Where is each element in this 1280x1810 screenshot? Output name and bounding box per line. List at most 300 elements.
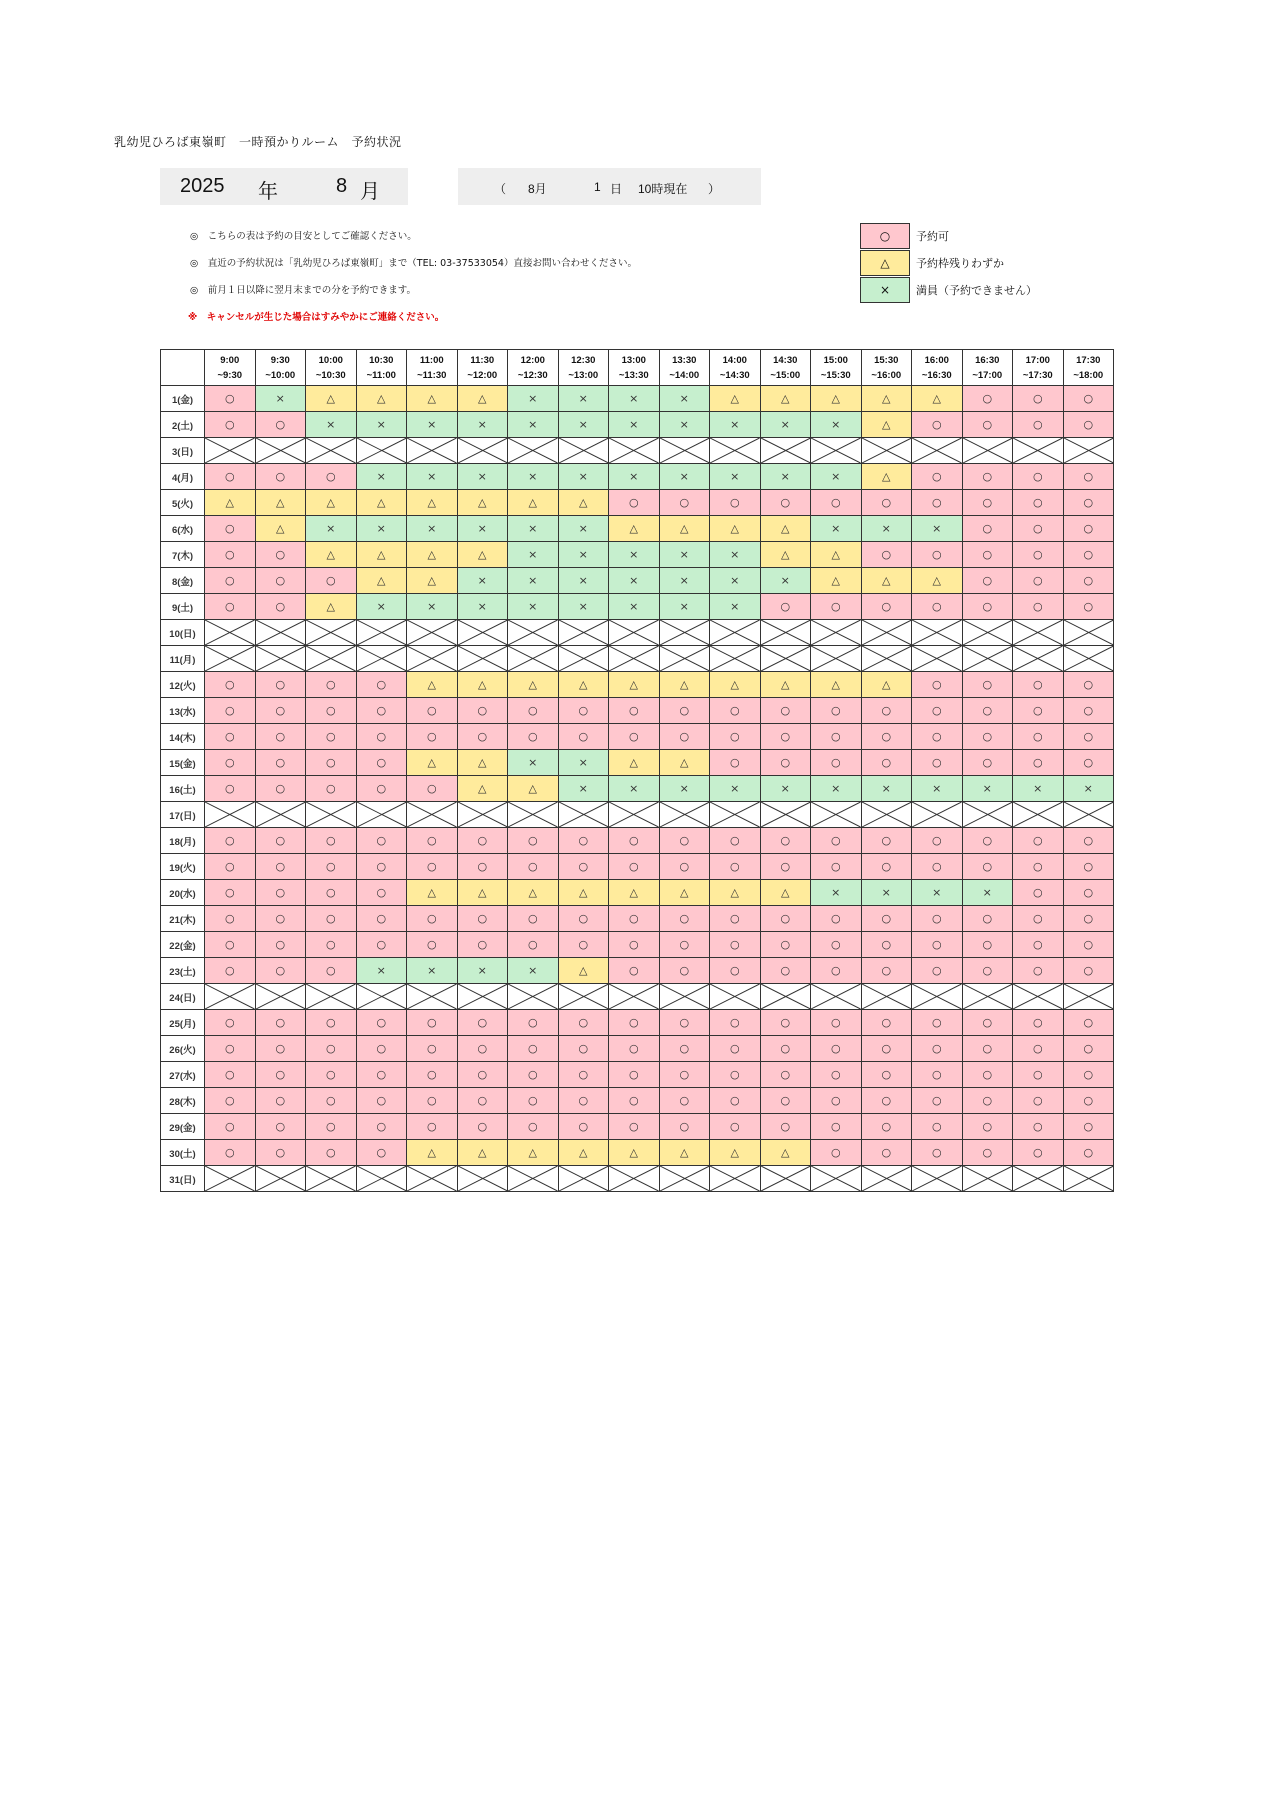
- slot-available: ○: [457, 1062, 508, 1088]
- slot-available: ○: [962, 672, 1013, 698]
- closed-slot: [1063, 984, 1114, 1010]
- time-slot-start: 14:30: [773, 354, 798, 366]
- slot-few-left: △: [407, 542, 458, 568]
- slot-available: ○: [912, 1010, 963, 1036]
- time-slot-start: 10:00: [318, 354, 343, 366]
- table-row: [161, 880, 1114, 906]
- slot-full: ×: [558, 594, 609, 620]
- slot-available: ○: [760, 932, 811, 958]
- closed-slot: [205, 438, 256, 464]
- slot-available: ○: [962, 958, 1013, 984]
- slot-full: ×: [306, 516, 357, 542]
- slot-few-left: △: [407, 1140, 458, 1166]
- slot-few-left: △: [306, 490, 357, 516]
- slot-available: ○: [255, 594, 306, 620]
- closed-slot: [205, 802, 256, 828]
- slot-few-left: △: [508, 490, 559, 516]
- slot-available: ○: [861, 542, 912, 568]
- slot-available: ○: [508, 1088, 559, 1114]
- slot-available: ○: [659, 906, 710, 932]
- slot-available: ○: [205, 568, 256, 594]
- slot-available: ○: [811, 854, 862, 880]
- slot-available: ○: [306, 1036, 357, 1062]
- slot-available: ○: [306, 880, 357, 906]
- slot-available: ○: [255, 698, 306, 724]
- slot-few-left: △: [356, 490, 407, 516]
- slot-full: ×: [356, 958, 407, 984]
- slot-available: ○: [255, 568, 306, 594]
- slot-full: ×: [710, 464, 761, 490]
- closed-slot: [912, 984, 963, 1010]
- closed-slot: [1013, 620, 1064, 646]
- slot-available: ○: [861, 958, 912, 984]
- slot-available: ○: [659, 932, 710, 958]
- closed-slot: [710, 984, 761, 1010]
- time-slot-start: 15:30: [874, 354, 899, 366]
- slot-available: ○: [407, 1114, 458, 1140]
- day-label: 21(木): [161, 906, 205, 932]
- closed-slot: [659, 620, 710, 646]
- slot-available: ○: [356, 880, 407, 906]
- slot-available: ○: [811, 1010, 862, 1036]
- slot-available: ○: [407, 698, 458, 724]
- time-slot-start: 11:00: [419, 354, 444, 366]
- slot-full: ×: [457, 412, 508, 438]
- closed-slot: [356, 984, 407, 1010]
- slot-available: ○: [861, 932, 912, 958]
- slot-available: ○: [710, 724, 761, 750]
- slot-available: ○: [760, 1088, 811, 1114]
- slot-available: ○: [861, 1062, 912, 1088]
- slot-few-left: △: [609, 750, 660, 776]
- slot-available: ○: [508, 1036, 559, 1062]
- time-slot-start: 12:00: [520, 354, 545, 366]
- slot-available: ○: [306, 698, 357, 724]
- slot-available: ○: [1013, 880, 1064, 906]
- slot-available: ○: [205, 958, 256, 984]
- slot-available: ○: [1063, 672, 1114, 698]
- slot-available: ○: [1013, 1140, 1064, 1166]
- day-label: 5(火): [161, 490, 205, 516]
- slot-available: ○: [609, 906, 660, 932]
- time-slot-start: 10:30: [369, 354, 394, 366]
- day-label: 1(金): [161, 386, 205, 412]
- slot-available: ○: [356, 672, 407, 698]
- slot-available: ○: [356, 854, 407, 880]
- closed-slot: [508, 1166, 559, 1192]
- slot-available: ○: [356, 1114, 407, 1140]
- time-slot-end: ~17:30: [1022, 369, 1053, 381]
- slot-few-left: △: [558, 880, 609, 906]
- table-row: [161, 438, 1114, 464]
- slot-full: ×: [710, 776, 761, 802]
- slot-full: ×: [457, 568, 508, 594]
- slot-available: ○: [205, 828, 256, 854]
- slot-available: ○: [1063, 464, 1114, 490]
- slot-available: ○: [760, 958, 811, 984]
- table-corner: [161, 350, 205, 386]
- table-row: [161, 646, 1114, 672]
- slot-available: ○: [609, 958, 660, 984]
- slot-full: ×: [356, 464, 407, 490]
- slot-available: ○: [659, 1010, 710, 1036]
- slot-full: ×: [508, 568, 559, 594]
- slot-full: ×: [912, 776, 963, 802]
- slot-available: ○: [255, 750, 306, 776]
- slot-full: ×: [811, 516, 862, 542]
- time-slot-header: [1013, 350, 1064, 386]
- closed-slot: [609, 1166, 660, 1192]
- slot-available: ○: [811, 932, 862, 958]
- closed-slot: [558, 984, 609, 1010]
- closed-slot: [457, 620, 508, 646]
- slot-available: ○: [710, 698, 761, 724]
- slot-available: ○: [962, 594, 1013, 620]
- slot-available: ○: [255, 1088, 306, 1114]
- time-slot-end: ~17:00: [972, 369, 1003, 381]
- slot-available: ○: [811, 906, 862, 932]
- slot-available: ○: [1013, 906, 1064, 932]
- slot-available: ○: [205, 672, 256, 698]
- time-slot-header: [508, 350, 559, 386]
- slot-available: ○: [508, 1114, 559, 1140]
- slot-available: ○: [205, 1036, 256, 1062]
- table-row: [161, 620, 1114, 646]
- slot-available: ○: [962, 698, 1013, 724]
- day-label: 23(土): [161, 958, 205, 984]
- slot-available: ○: [609, 1036, 660, 1062]
- closed-slot: [811, 646, 862, 672]
- time-slot-header: [962, 350, 1013, 386]
- slot-available: ○: [912, 1036, 963, 1062]
- closed-slot: [760, 438, 811, 464]
- slot-few-left: △: [407, 750, 458, 776]
- time-slot-start: 14:00: [722, 354, 747, 366]
- slot-available: ○: [962, 1088, 1013, 1114]
- slot-available: ○: [205, 594, 256, 620]
- slot-available: ○: [205, 776, 256, 802]
- slot-available: ○: [912, 672, 963, 698]
- status-close-paren: ）: [708, 182, 721, 196]
- slot-available: ○: [558, 906, 609, 932]
- slot-available: ○: [508, 906, 559, 932]
- closed-slot: [760, 1166, 811, 1192]
- slot-available: ○: [558, 932, 609, 958]
- closed-slot: [407, 620, 458, 646]
- closed-slot: [760, 984, 811, 1010]
- slot-full: ×: [407, 516, 458, 542]
- slot-available: ○: [861, 698, 912, 724]
- month-value: 8: [336, 175, 348, 197]
- slot-few-left: △: [659, 750, 710, 776]
- slot-few-left: △: [407, 568, 458, 594]
- day-label: 31(日): [161, 1166, 205, 1192]
- slot-full: ×: [508, 594, 559, 620]
- slot-few-left: △: [861, 464, 912, 490]
- slot-available: ○: [1013, 490, 1064, 516]
- closed-slot: [760, 802, 811, 828]
- closed-slot: [861, 984, 912, 1010]
- closed-slot: [811, 620, 862, 646]
- slot-available: ○: [1063, 932, 1114, 958]
- slot-available: ○: [962, 906, 1013, 932]
- time-slot-end: ~12:00: [467, 369, 498, 381]
- slot-available: ○: [710, 1088, 761, 1114]
- note-item: ◎ 直近の予約状況は「乳幼児ひろば東嶺町」まで（TEL: 03-37533054）直接お問い合わせください。: [190, 258, 637, 269]
- closed-slot: [356, 438, 407, 464]
- table-row: [161, 1166, 1114, 1192]
- day-label: 18(月): [161, 828, 205, 854]
- time-slot-header: [609, 350, 660, 386]
- slot-available: ○: [356, 776, 407, 802]
- slot-full: ×: [558, 750, 609, 776]
- slot-few-left: △: [457, 750, 508, 776]
- day-label: 29(金): [161, 1114, 205, 1140]
- slot-full: ×: [508, 750, 559, 776]
- slot-available: ○: [255, 958, 306, 984]
- slot-available: ○: [1063, 750, 1114, 776]
- slot-available: ○: [1013, 412, 1064, 438]
- slot-full: ×: [962, 776, 1013, 802]
- slot-few-left: △: [609, 672, 660, 698]
- closed-slot: [205, 646, 256, 672]
- slot-available: ○: [609, 1088, 660, 1114]
- table-row: [161, 776, 1114, 802]
- slot-available: ○: [1013, 386, 1064, 412]
- slot-available: ○: [861, 594, 912, 620]
- slot-full: ×: [508, 542, 559, 568]
- time-slot-start: 11:30: [470, 354, 495, 366]
- slot-available: ○: [1063, 854, 1114, 880]
- slot-available: ○: [861, 906, 912, 932]
- slot-available: ○: [306, 958, 357, 984]
- slot-available: ○: [1013, 542, 1064, 568]
- closed-slot: [306, 438, 357, 464]
- slot-available: ○: [609, 724, 660, 750]
- slot-full: ×: [558, 542, 609, 568]
- status-day: 1: [594, 180, 601, 194]
- legend-label: 予約枠残りわずか: [916, 256, 1004, 270]
- month-label: 月: [360, 181, 380, 203]
- slot-available: ○: [811, 828, 862, 854]
- closed-slot: [457, 1166, 508, 1192]
- table-row: [161, 412, 1114, 438]
- slot-available: ○: [356, 1036, 407, 1062]
- slot-available: ○: [912, 828, 963, 854]
- slot-available: ○: [457, 932, 508, 958]
- slot-full: ×: [609, 412, 660, 438]
- slot-available: ○: [710, 958, 761, 984]
- time-slot-end: ~18:00: [1073, 369, 1104, 381]
- time-slot-end: ~14:30: [719, 369, 750, 381]
- slot-few-left: △: [407, 672, 458, 698]
- slot-full: ×: [861, 776, 912, 802]
- legend: [860, 222, 1037, 303]
- slot-full: ×: [811, 880, 862, 906]
- closed-slot: [912, 620, 963, 646]
- closed-slot: [609, 438, 660, 464]
- slot-few-left: △: [659, 672, 710, 698]
- slot-available: ○: [558, 698, 609, 724]
- slot-available: ○: [255, 932, 306, 958]
- slot-few-left: △: [811, 672, 862, 698]
- slot-available: ○: [912, 906, 963, 932]
- table-row: [161, 1062, 1114, 1088]
- slot-available: ○: [659, 490, 710, 516]
- closed-slot: [558, 802, 609, 828]
- slot-few-left: △: [508, 776, 559, 802]
- closed-slot: [861, 438, 912, 464]
- closed-slot: [306, 802, 357, 828]
- slot-available: ○: [912, 750, 963, 776]
- slot-available: ○: [508, 724, 559, 750]
- slot-available: ○: [1013, 672, 1064, 698]
- slot-available: ○: [1013, 958, 1064, 984]
- time-slot-header: [760, 350, 811, 386]
- slot-available: ○: [205, 1010, 256, 1036]
- time-slot-end: ~10:30: [315, 369, 346, 381]
- slot-full: ×: [760, 464, 811, 490]
- table-row: [161, 1114, 1114, 1140]
- slot-few-left: △: [306, 386, 357, 412]
- slot-full: ×: [811, 412, 862, 438]
- slot-full: ×: [508, 412, 559, 438]
- slot-available: ○: [306, 1062, 357, 1088]
- time-slot-start: 9:30: [270, 354, 290, 366]
- closed-slot: [710, 438, 761, 464]
- table-row: [161, 958, 1114, 984]
- slot-few-left: △: [558, 672, 609, 698]
- slot-full: ×: [508, 958, 559, 984]
- slot-available: ○: [1013, 568, 1064, 594]
- slot-full: ×: [457, 516, 508, 542]
- legend-label: 満員（予約できません）: [916, 283, 1037, 297]
- slot-available: ○: [508, 1062, 559, 1088]
- day-label: 14(木): [161, 724, 205, 750]
- slot-few-left: △: [457, 672, 508, 698]
- status-month: 8月: [528, 182, 547, 196]
- slot-available: ○: [457, 724, 508, 750]
- slot-available: ○: [205, 1140, 256, 1166]
- table-row: [161, 932, 1114, 958]
- slot-available: ○: [861, 724, 912, 750]
- slot-available: ○: [407, 1010, 458, 1036]
- slot-available: ○: [407, 906, 458, 932]
- slot-few-left: △: [356, 568, 407, 594]
- slot-available: ○: [861, 1036, 912, 1062]
- table-row: [161, 854, 1114, 880]
- slot-available: ○: [912, 542, 963, 568]
- time-slot-start: 16:00: [924, 354, 949, 366]
- closed-slot: [407, 438, 458, 464]
- slot-available: ○: [811, 698, 862, 724]
- slot-few-left: △: [457, 386, 508, 412]
- slot-available: ○: [558, 1062, 609, 1088]
- slot-available: ○: [356, 1010, 407, 1036]
- closed-slot: [659, 984, 710, 1010]
- closed-slot: [760, 646, 811, 672]
- slot-few-left: △: [912, 568, 963, 594]
- slot-available: ○: [811, 1140, 862, 1166]
- slot-full: ×: [306, 412, 357, 438]
- slot-full: ×: [659, 568, 710, 594]
- slot-available: ○: [1013, 1010, 1064, 1036]
- time-slot-header: [811, 350, 862, 386]
- slot-full: ×: [861, 516, 912, 542]
- day-label: 30(土): [161, 1140, 205, 1166]
- closed-slot: [1013, 984, 1064, 1010]
- slot-available: ○: [1013, 1114, 1064, 1140]
- table-row: [161, 516, 1114, 542]
- time-slot-start: 17:30: [1076, 354, 1101, 366]
- slot-available: ○: [306, 1140, 357, 1166]
- slot-few-left: △: [508, 880, 559, 906]
- slot-available: ○: [457, 906, 508, 932]
- slot-available: ○: [1013, 1088, 1064, 1114]
- slot-full: ×: [457, 594, 508, 620]
- slot-available: ○: [760, 1010, 811, 1036]
- slot-few-left: △: [508, 1140, 559, 1166]
- slot-available: ○: [659, 698, 710, 724]
- slot-available: ○: [1063, 412, 1114, 438]
- slot-available: ○: [609, 698, 660, 724]
- slot-few-left: △: [760, 880, 811, 906]
- slot-available: ○: [1063, 542, 1114, 568]
- slot-available: ○: [861, 854, 912, 880]
- closed-slot: [912, 438, 963, 464]
- slot-available: ○: [760, 750, 811, 776]
- slot-available: ○: [609, 932, 660, 958]
- year-month-box: [160, 168, 408, 205]
- slot-few-left: △: [861, 568, 912, 594]
- time-slot-end: ~13:00: [568, 369, 599, 381]
- closed-slot: [609, 620, 660, 646]
- slot-available: ○: [356, 1062, 407, 1088]
- slot-available: ○: [1013, 750, 1064, 776]
- slot-available: ○: [255, 724, 306, 750]
- day-label: 7(木): [161, 542, 205, 568]
- slot-available: ○: [457, 1010, 508, 1036]
- slot-available: ○: [710, 490, 761, 516]
- day-label: 24(日): [161, 984, 205, 1010]
- slot-available: ○: [1013, 1036, 1064, 1062]
- slot-available: ○: [457, 1088, 508, 1114]
- closed-slot: [457, 438, 508, 464]
- slot-full: ×: [558, 568, 609, 594]
- slot-available: ○: [255, 776, 306, 802]
- slot-available: ○: [558, 1114, 609, 1140]
- slot-few-left: △: [558, 1140, 609, 1166]
- slot-few-left: △: [457, 880, 508, 906]
- slot-available: ○: [811, 958, 862, 984]
- slot-available: ○: [861, 1140, 912, 1166]
- closed-slot: [861, 802, 912, 828]
- slot-available: ○: [811, 1062, 862, 1088]
- slot-full: ×: [912, 880, 963, 906]
- slot-available: ○: [205, 932, 256, 958]
- slot-available: ○: [255, 880, 306, 906]
- slot-available: ○: [861, 750, 912, 776]
- table-row: [161, 568, 1114, 594]
- slot-full: ×: [558, 412, 609, 438]
- slot-full: ×: [710, 568, 761, 594]
- day-label: 11(月): [161, 646, 205, 672]
- slot-full: ×: [558, 386, 609, 412]
- note-warning: ※ キャンセルが生じた場合はすみやかにご連絡ください。: [188, 312, 445, 323]
- slot-few-left: △: [356, 542, 407, 568]
- slot-available: ○: [760, 828, 811, 854]
- slot-available: ○: [356, 698, 407, 724]
